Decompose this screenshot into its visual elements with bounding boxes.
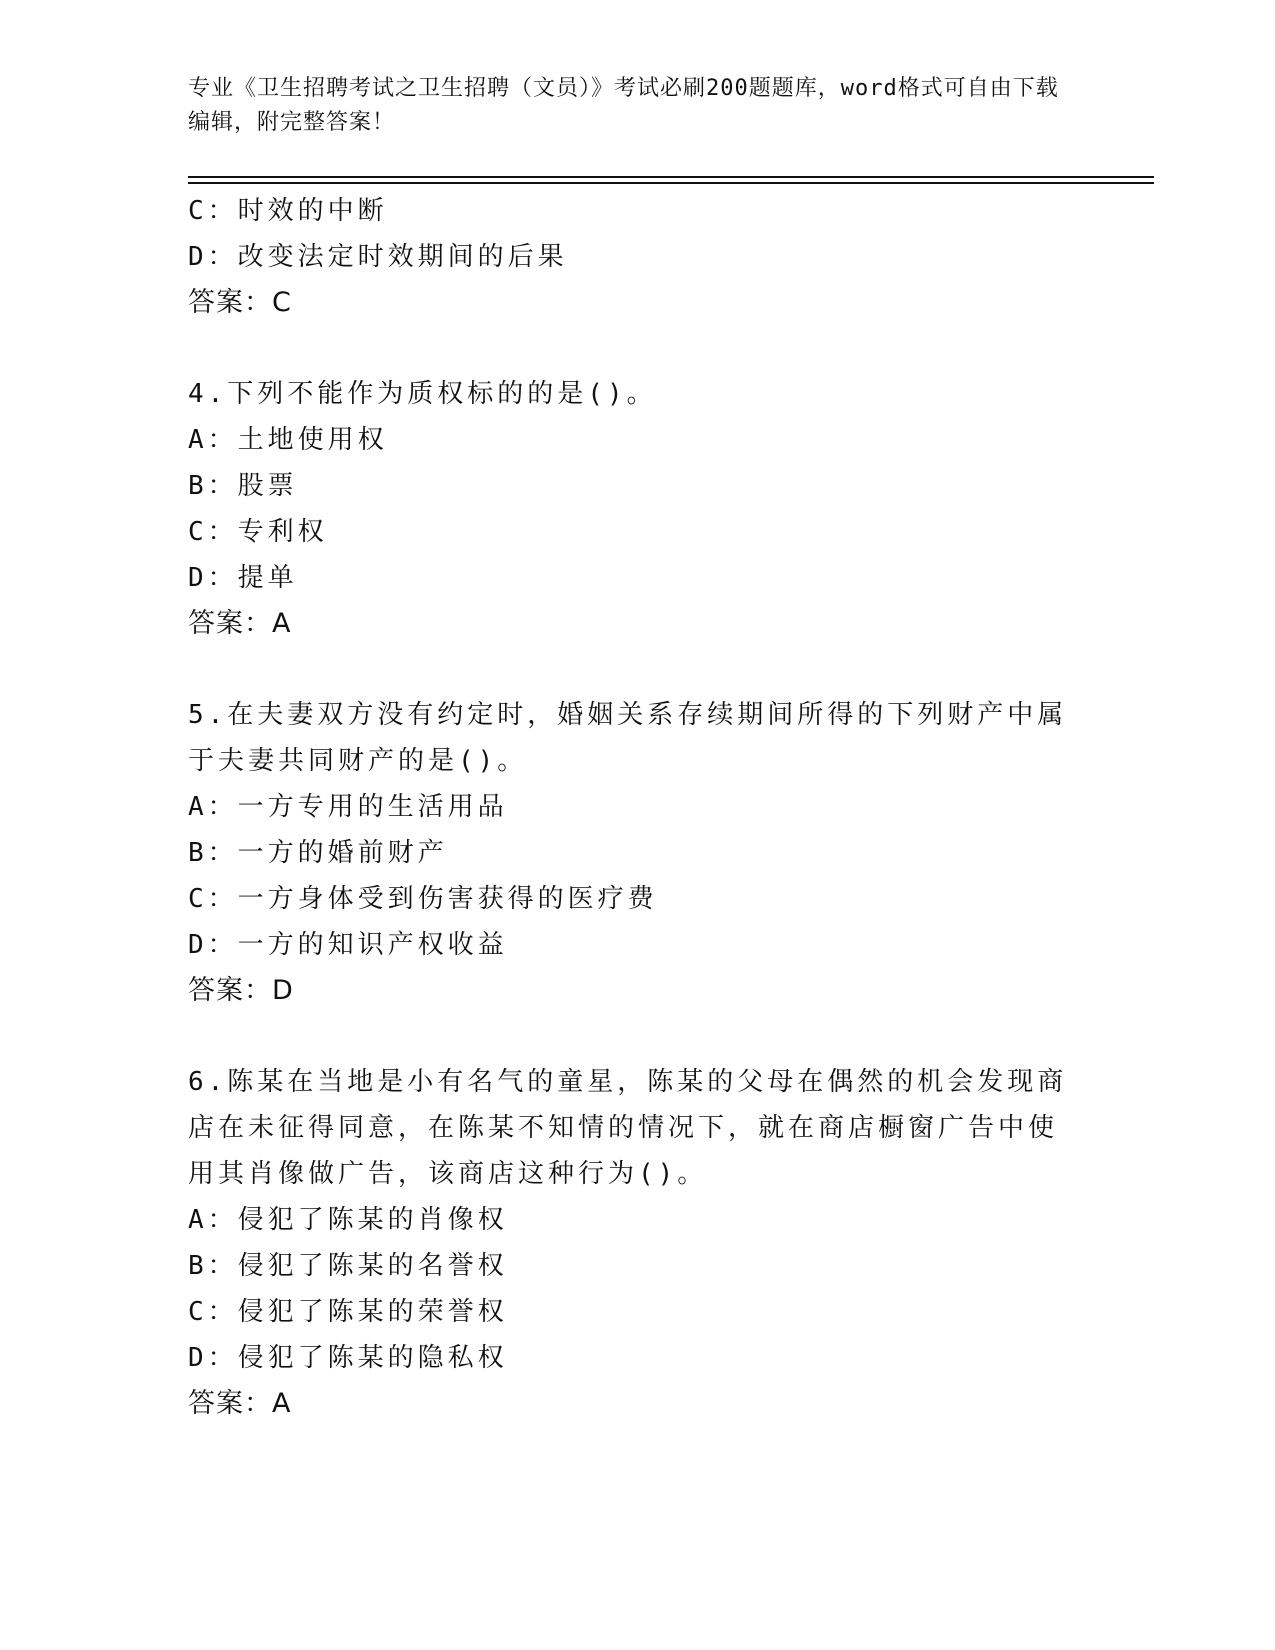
answer-line: 答案：D: [188, 975, 294, 1006]
question-4: [188, 371, 1068, 647]
question-stem: 6.陈某在当地是小有名气的童星，陈某的父母在偶然的机会发现商店在未征得同意，在陈某不知情的情况下，就在商店橱窗广告中使用其肖像做广告，该商店这种行为()。: [188, 1067, 1068, 1189]
spacer: [188, 326, 1068, 371]
document-header: 专业《卫生招聘考试之卫生招聘（文员）》考试必刷200题题库，word格式可自由下载编辑，附完整答案！: [188, 76, 1059, 135]
option-b: B：侵犯了陈某的名誉权: [188, 1251, 508, 1281]
option-c: C：一方身体受到伤害获得的医疗费: [188, 884, 658, 914]
option-a: A：土地使用权: [188, 425, 388, 455]
spacer: [188, 1014, 1068, 1059]
option-a: A：一方专用的生活用品: [188, 792, 508, 822]
question-stem: 4.下列不能作为质权标的的是()。: [188, 379, 657, 409]
question-5: [188, 692, 1068, 1014]
question-6: [188, 1059, 1068, 1427]
spacer: [188, 647, 1068, 692]
header-rule-top: [188, 176, 1154, 178]
option-a: A：侵犯了陈某的肖像权: [188, 1205, 508, 1235]
option-c: C：时效的中断: [188, 196, 388, 226]
option-d: D：提单: [188, 563, 298, 593]
continued-question: [188, 188, 1068, 326]
option-c: C：侵犯了陈某的荣誉权: [188, 1297, 508, 1327]
option-d: D：侵犯了陈某的隐私权: [188, 1343, 508, 1373]
header-rule-bottom: [188, 182, 1154, 184]
option-d: D：一方的知识产权收益: [188, 930, 508, 960]
option-d: D：改变法定时效期间的后果: [188, 242, 568, 272]
answer-line: 答案：C: [188, 287, 292, 318]
option-b: B：一方的婚前财产: [188, 838, 448, 868]
answer-line: 答案：A: [188, 608, 292, 639]
option-b: B：股票: [188, 471, 298, 501]
option-c: C：专利权: [188, 517, 328, 547]
question-stem: 5.在夫妻双方没有约定时，婚姻关系存续期间所得的下列财产中属于夫妻共同财产的是()。: [188, 700, 1068, 776]
answer-line: 答案：A: [188, 1388, 292, 1419]
question-list: [188, 188, 1068, 1427]
